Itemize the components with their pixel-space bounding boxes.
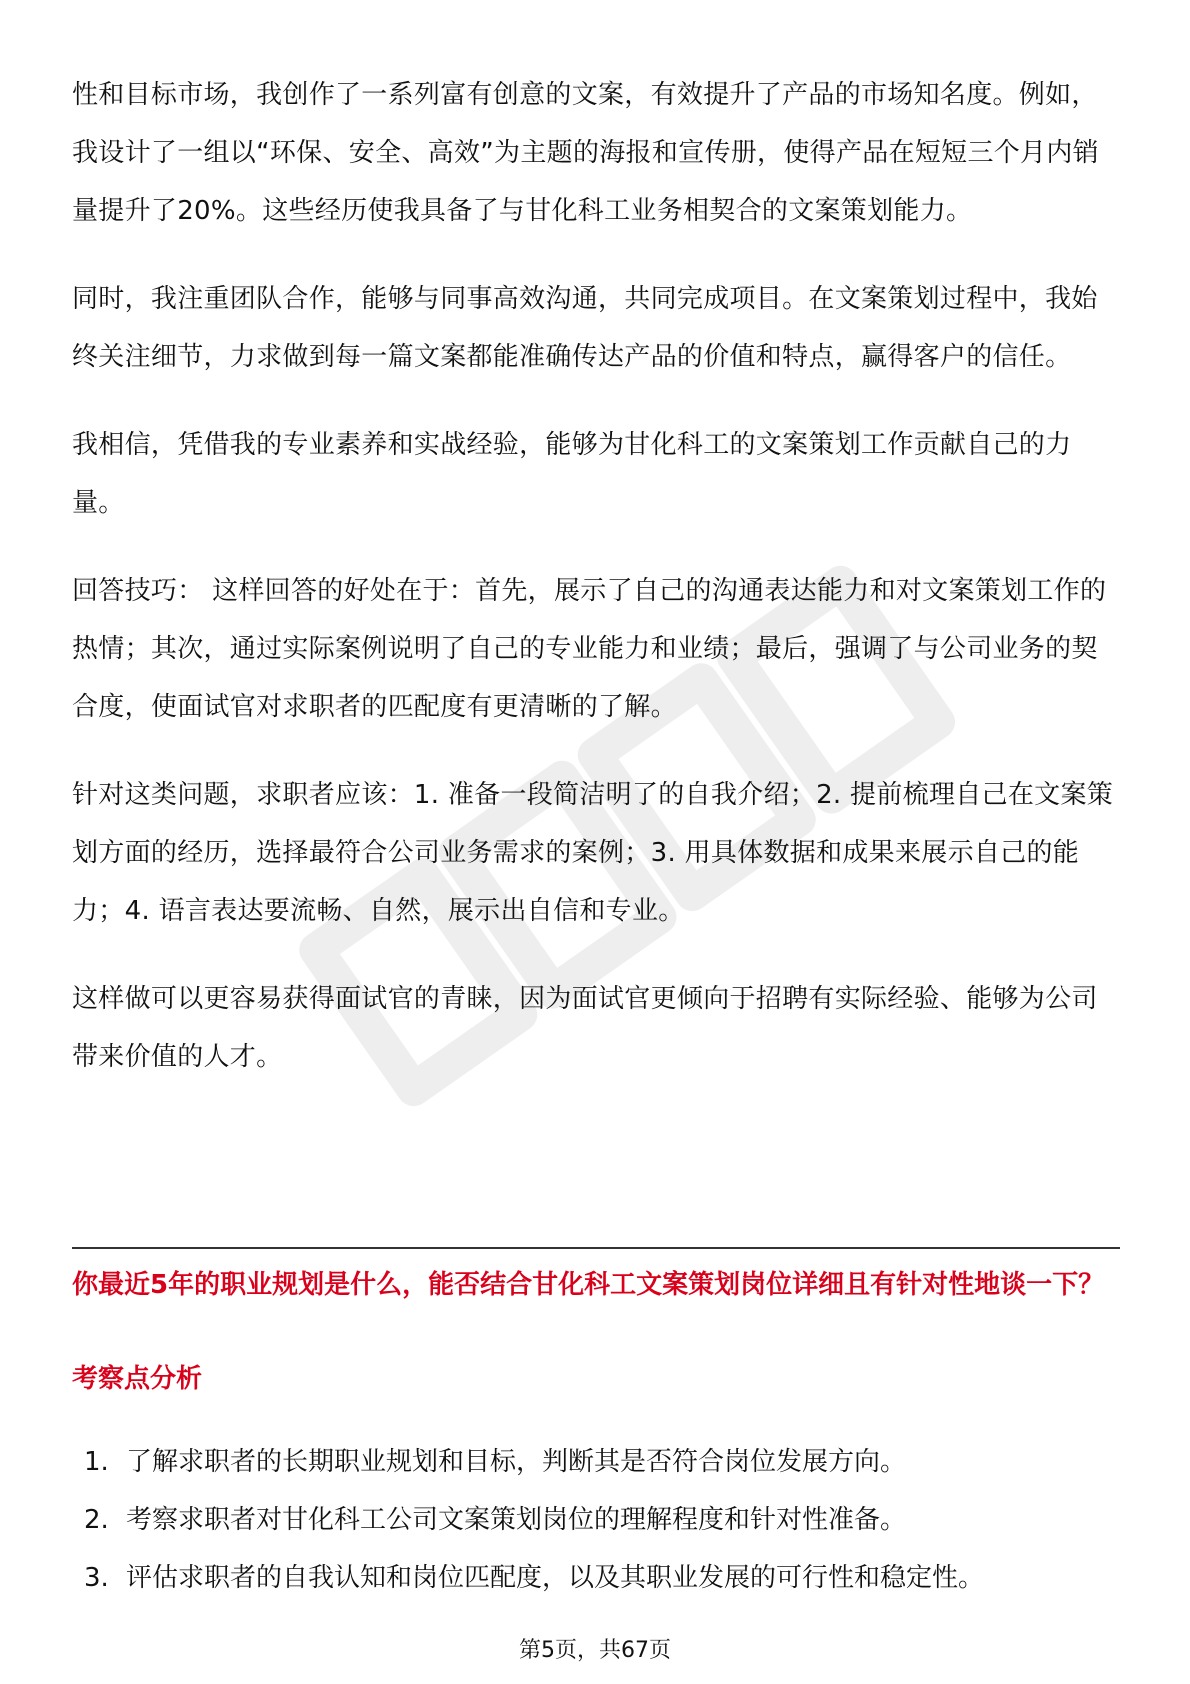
section-divider bbox=[72, 1247, 1120, 1249]
analysis-list bbox=[84, 1433, 1114, 1607]
question-heading: 你最近5年的职业规划是什么，能否结合甘化科工文案策划岗位详细且有针对性地谈一下？ bbox=[72, 1270, 1105, 1300]
paragraph-advice: 针对这类问题，求职者应该：1. 准备一段简洁明了的自我介绍；2. 提前梳理自己在文案策划方面的经历，选择最符合公司业务需求的案例；3. 用具体数据和成果来展示自己的能力；4. 语言表达要流畅、自然，展示出自信和专业。 bbox=[72, 780, 1114, 926]
list-item-text: 评估求职者的自我认知和岗位匹配度，以及其职业发展的可行性和稳定性。 bbox=[126, 1563, 985, 1593]
paragraph-answer-tips: 回答技巧： 这样回答的好处在于：首先，展示了自己的沟通表达能力和对文案策划工作的热情；其次，通过实际案例说明了自己的专业能力和业绩；最后，强调了与公司业务的契合度，使面试官对求职者的匹配度有更清晰的了解。 bbox=[72, 576, 1107, 722]
list-item-number: 2. bbox=[84, 1505, 109, 1535]
paragraph-teamwork: 同时，我注重团队合作，能够与同事高效沟通，共同完成项目。在文案策划过程中，我始终关注细节，力求做到每一篇文案都能准确传达产品的价值和特点，赢得客户的信任。 bbox=[72, 284, 1098, 372]
body-text bbox=[72, 66, 1120, 1116]
list-item-number: 1. bbox=[84, 1447, 109, 1477]
list-item-text: 了解求职者的长期职业规划和目标，判断其是否符合岗位发展方向。 bbox=[126, 1447, 907, 1477]
list-item-text: 考察求职者对甘化科工公司文案策划岗位的理解程度和针对性准备。 bbox=[126, 1505, 907, 1535]
paragraph-conclusion: 这样做可以更容易获得面试官的青睐，因为面试官更倾向于招聘有实际经验、能够为公司带来价值的人才。 bbox=[72, 984, 1098, 1072]
list-item bbox=[84, 1491, 1114, 1549]
paragraph-experience: 性和目标市场，我创作了一系列富有创意的文案，有效提升了产品的市场知名度。例如，我设计了一组以“环保、安全、高效”为主题的海报和宣传册，使得产品在短短三个月内销量提升了20%。这些经历使我具备了与甘化科工业务相契合的文案策划能力。 bbox=[72, 80, 1099, 226]
paragraph-belief: 我相信，凭借我的专业素养和实战经验，能够为甘化科工的文案策划工作贡献自己的力量。 bbox=[72, 430, 1072, 518]
list-item bbox=[84, 1433, 1114, 1491]
list-item bbox=[84, 1549, 1114, 1607]
analysis-heading: 考察点分析 bbox=[72, 1364, 203, 1394]
list-item-number: 3. bbox=[84, 1563, 109, 1593]
page-number-footer: 第5页，共67页 bbox=[519, 1638, 671, 1663]
